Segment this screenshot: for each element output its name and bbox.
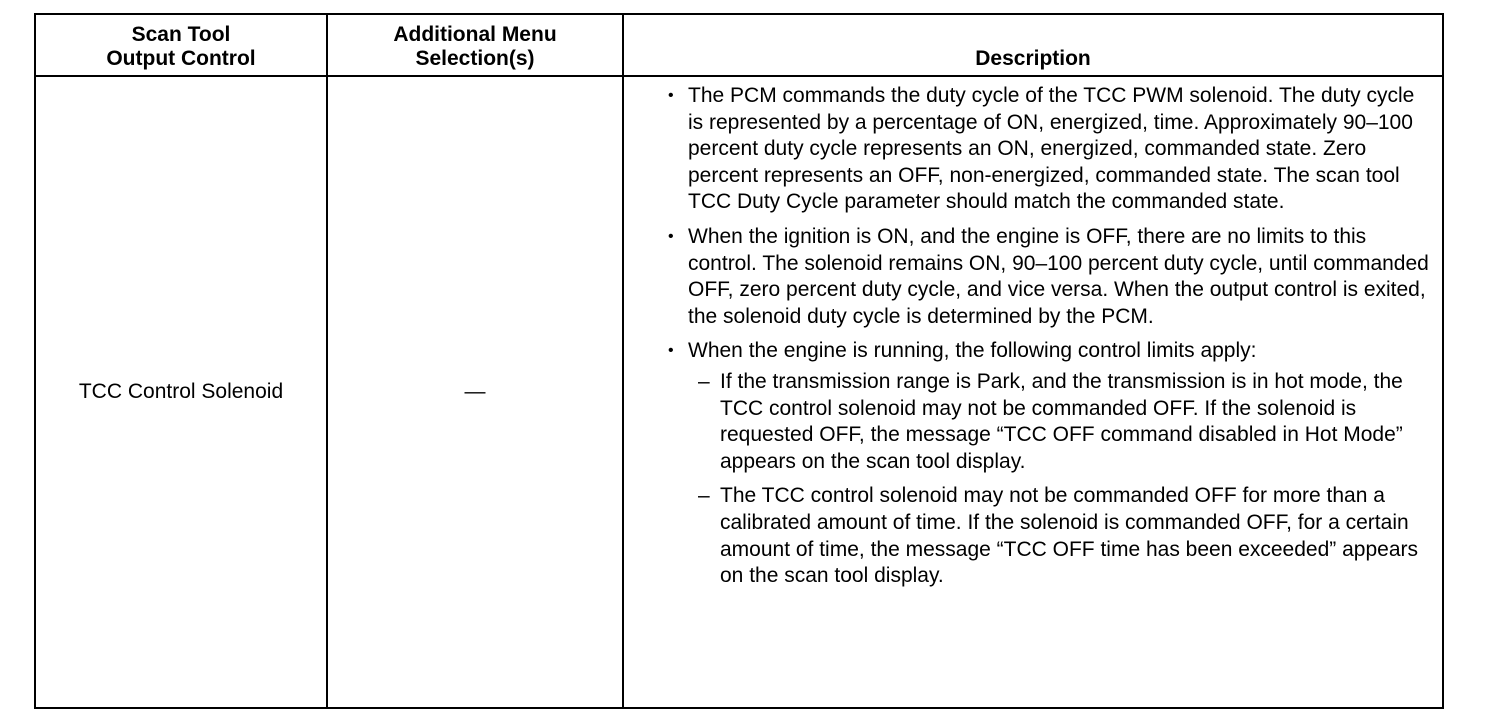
description-bullet-item <box>664 338 1432 589</box>
header-additional-menu-selections <box>327 14 623 76</box>
sub-item-text: The TCC control solenoid may not be commanded OFF for more than a calibrated amount of time. If the solenoid is commanded OFF, for a certain amount of time, the message “TCC OFF time has been exceeded” appears on the scan tool display. <box>720 484 1418 588</box>
bullet-text: The PCM commands the duty cycle of the TCC PWM solenoid. The duty cycle is represented by a percentage of ON, energized, time. Approximately 90–100 percent duty cycle represents an ON, energized, commanded state. Zero percent represents an OFF, non-energized, commanded state. The scan tool TCC Duty Cycle parameter should match the commanded state. <box>688 84 1415 214</box>
output-control-table-container <box>34 13 1444 709</box>
sub-item-text: If the transmission range is Park, and the transmission is in hot mode, the TCC control solenoid may not be commanded OFF. If the solenoid is requested OFF, the message “TCC OFF command disabled in Hot Mode” appears on the scan tool display. <box>720 369 1403 473</box>
dash-icon: – <box>698 484 710 508</box>
bullet-icon: • <box>668 87 674 104</box>
header-col1-line1: Scan Tool <box>131 23 231 46</box>
bullet-text: When the ignition is ON, and the engine is OFF, there are no limits to this control. The solenoid remains ON, 90–100 percent duty cycle, until commanded OFF, zero percent duty cycle, and vice versa. When the output control is exited, the solenoid duty cycle is determined by the PCM. <box>688 224 1429 328</box>
header-col2-line2: Selection(s) <box>415 47 535 70</box>
output-control-cell <box>35 76 327 708</box>
description-bullet-list <box>664 83 1432 590</box>
header-col2-line1: Additional Menu <box>393 23 557 46</box>
description-sub-item <box>688 483 1432 589</box>
header-col1-line2: Output Control <box>106 47 256 70</box>
header-col3-text: Description <box>975 47 1091 70</box>
header-scan-tool-output-control <box>35 14 327 76</box>
header-description <box>623 14 1443 76</box>
description-sub-item <box>688 369 1432 475</box>
description-bullet-item <box>664 83 1432 216</box>
bullet-icon: • <box>668 227 674 245</box>
output-control-name: TCC Control Solenoid <box>78 379 284 403</box>
header-row <box>35 14 1443 76</box>
bullet-text: When the engine is running, the following control limits apply: <box>688 339 1257 363</box>
dash-icon: – <box>698 369 710 393</box>
bullet-icon: • <box>668 342 674 360</box>
description-sub-list <box>688 369 1432 590</box>
description-cell <box>623 76 1443 708</box>
description-bullet-item <box>664 224 1432 330</box>
menu-selection-value: — <box>464 379 486 403</box>
menu-selection-cell <box>327 76 623 708</box>
output-control-table <box>34 13 1444 709</box>
table-row <box>35 76 1443 708</box>
